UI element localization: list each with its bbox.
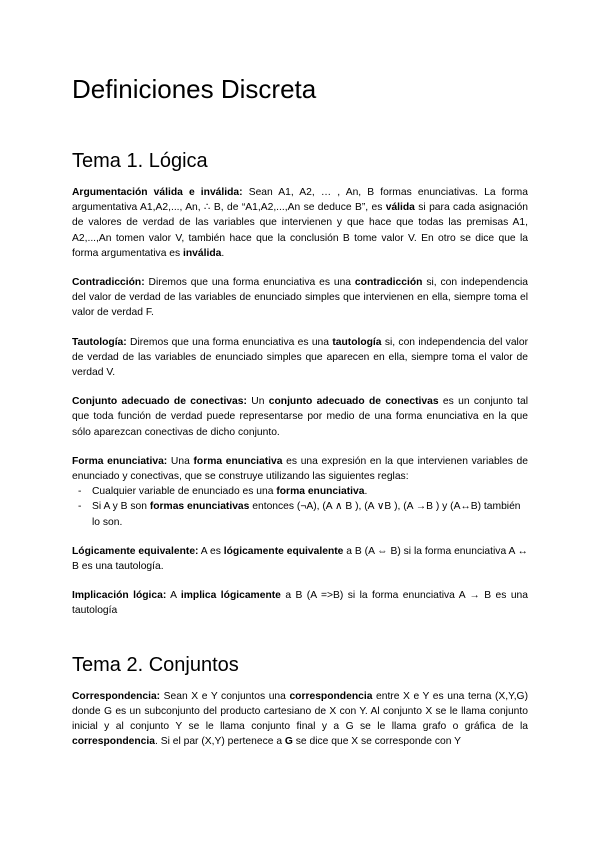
definition-text: A es bbox=[198, 545, 224, 557]
bold-keyword: forma enunciativa bbox=[193, 455, 283, 467]
definition-implicacion-logica bbox=[72, 588, 528, 618]
definition-text: Un bbox=[246, 396, 269, 408]
definition-text: Diremos que una forma enunciativa es una bbox=[126, 336, 333, 348]
definition-text: si, con independencia del valor de verdad de las variables de enunciado simples que aparecen en ella, siempre toma el valor de verdad V. bbox=[72, 336, 529, 379]
document-title: Definiciones Discreta bbox=[72, 74, 317, 104]
definition-term: Argumentación válida e inválida: bbox=[72, 187, 243, 198]
definition-term: Implicación lógica: bbox=[72, 590, 167, 602]
rules-list bbox=[72, 484, 528, 530]
bold-keyword: inválida bbox=[183, 247, 222, 259]
definition-tautologia bbox=[72, 335, 528, 381]
section-heading-tema-1: Tema 1. Lógica bbox=[72, 150, 208, 172]
bold-keyword: conjunto adecuado de conectivas bbox=[268, 396, 439, 408]
definition-text: Una bbox=[167, 455, 194, 467]
definition-text: es una expresión en la que intervienen variables de enunciado y conectivas, que se construye utilizando las siguientes reglas: bbox=[72, 455, 528, 483]
bold-keyword: correspondencia bbox=[289, 690, 373, 702]
bold-keyword: forma enunciativa bbox=[276, 486, 365, 498]
definition-forma-enunciativa bbox=[72, 454, 528, 484]
bold-keyword: G bbox=[284, 736, 293, 748]
list-item bbox=[72, 499, 528, 529]
definition-text: entre X e Y es una terna (X,Y,G) donde G es un subconjunto del producto cartesiano de X con Y. Al conjunto X se le llama conjunto inicial y al conjunto Y se le llama conjunto final y a G se le llama grafo o gráfica de la bbox=[72, 690, 528, 733]
definition-term: Contradicción: bbox=[72, 277, 145, 289]
list-item-text: . bbox=[364, 486, 368, 498]
bold-keyword: correspondencia bbox=[72, 736, 155, 748]
definition-text: Sean A1, A2, … , An, B formas enunciativas. La forma argumentativa A1,A2,..., An, ∴ B, de “A1,A2,...,An se deduce B”, es bbox=[72, 187, 528, 214]
definition-conjunto-adecuado bbox=[72, 394, 528, 440]
bold-keyword: lógicamente equivalente bbox=[223, 545, 344, 557]
definition-term: Correspondencia: bbox=[72, 690, 161, 702]
list-item-text: Cualquier variable de enunciado es una bbox=[92, 486, 277, 498]
definition-argumentacion bbox=[72, 185, 528, 261]
definition-contradiccion bbox=[72, 275, 528, 321]
definition-text: . Si el par (X,Y) pertenece a bbox=[154, 736, 285, 748]
definition-text: si para cada asignación de valores de verdad de las variables que intervienen y que hace que todas las premisas A1, A2,...,An tomen valor V, también hace que la conclusión B tome valor V. En otro se dice que la forma argumentativa es bbox=[72, 202, 528, 259]
bold-keyword: contradicción bbox=[354, 277, 423, 289]
definition-text: A bbox=[166, 590, 181, 602]
bold-keyword: implica lógicamente bbox=[180, 590, 281, 602]
definition-text: Sean X e Y conjuntos una bbox=[160, 690, 290, 702]
definition-correspondencia bbox=[72, 689, 528, 750]
definition-text: Diremos que una forma enunciativa es una bbox=[144, 277, 355, 289]
definition-text: si, con independencia del valor de verdad de las variables de enunciado simples que intervienen en ella, siempre toma el valor de verdad F. bbox=[72, 277, 528, 319]
definition-text: a B (A =>B) si la forma enunciativa A → B es una tautología bbox=[72, 590, 528, 617]
list-item-text: Si A y B son bbox=[92, 501, 150, 513]
definition-term: Conjunto adecuado de conectivas: bbox=[72, 396, 247, 408]
definition-term: Tautología: bbox=[72, 336, 127, 348]
definition-term: Forma enunciativa: bbox=[72, 455, 168, 467]
definition-term: Lógicamente equivalente: bbox=[72, 545, 199, 557]
definition-text: se dice que X se corresponde con Y bbox=[292, 736, 462, 748]
bold-keyword: válida bbox=[385, 202, 415, 214]
bold-keyword: tautología bbox=[332, 336, 382, 348]
definition-text: es un conjunto tal que toda función de verdad puede representarse por medio de una forma enunciativa en la que sólo aparezcan conectivas de dicho conjunto. bbox=[72, 396, 529, 438]
list-item-text: entonces (¬A), (A ∧ B ), (A ∨B ), (A →B ) y (A↔B) también lo son. bbox=[92, 501, 521, 528]
definition-logicamente-equivalente bbox=[72, 544, 528, 574]
bold-keyword: formas enunciativas bbox=[149, 501, 250, 513]
list-item bbox=[72, 484, 528, 499]
definition-text: a B (A ⇔ B) si la forma enunciativa A ↔ B es una tautología. bbox=[72, 545, 528, 573]
definition-text: . bbox=[221, 247, 225, 259]
section-heading-tema-2: Tema 2. Conjuntos bbox=[72, 653, 239, 676]
